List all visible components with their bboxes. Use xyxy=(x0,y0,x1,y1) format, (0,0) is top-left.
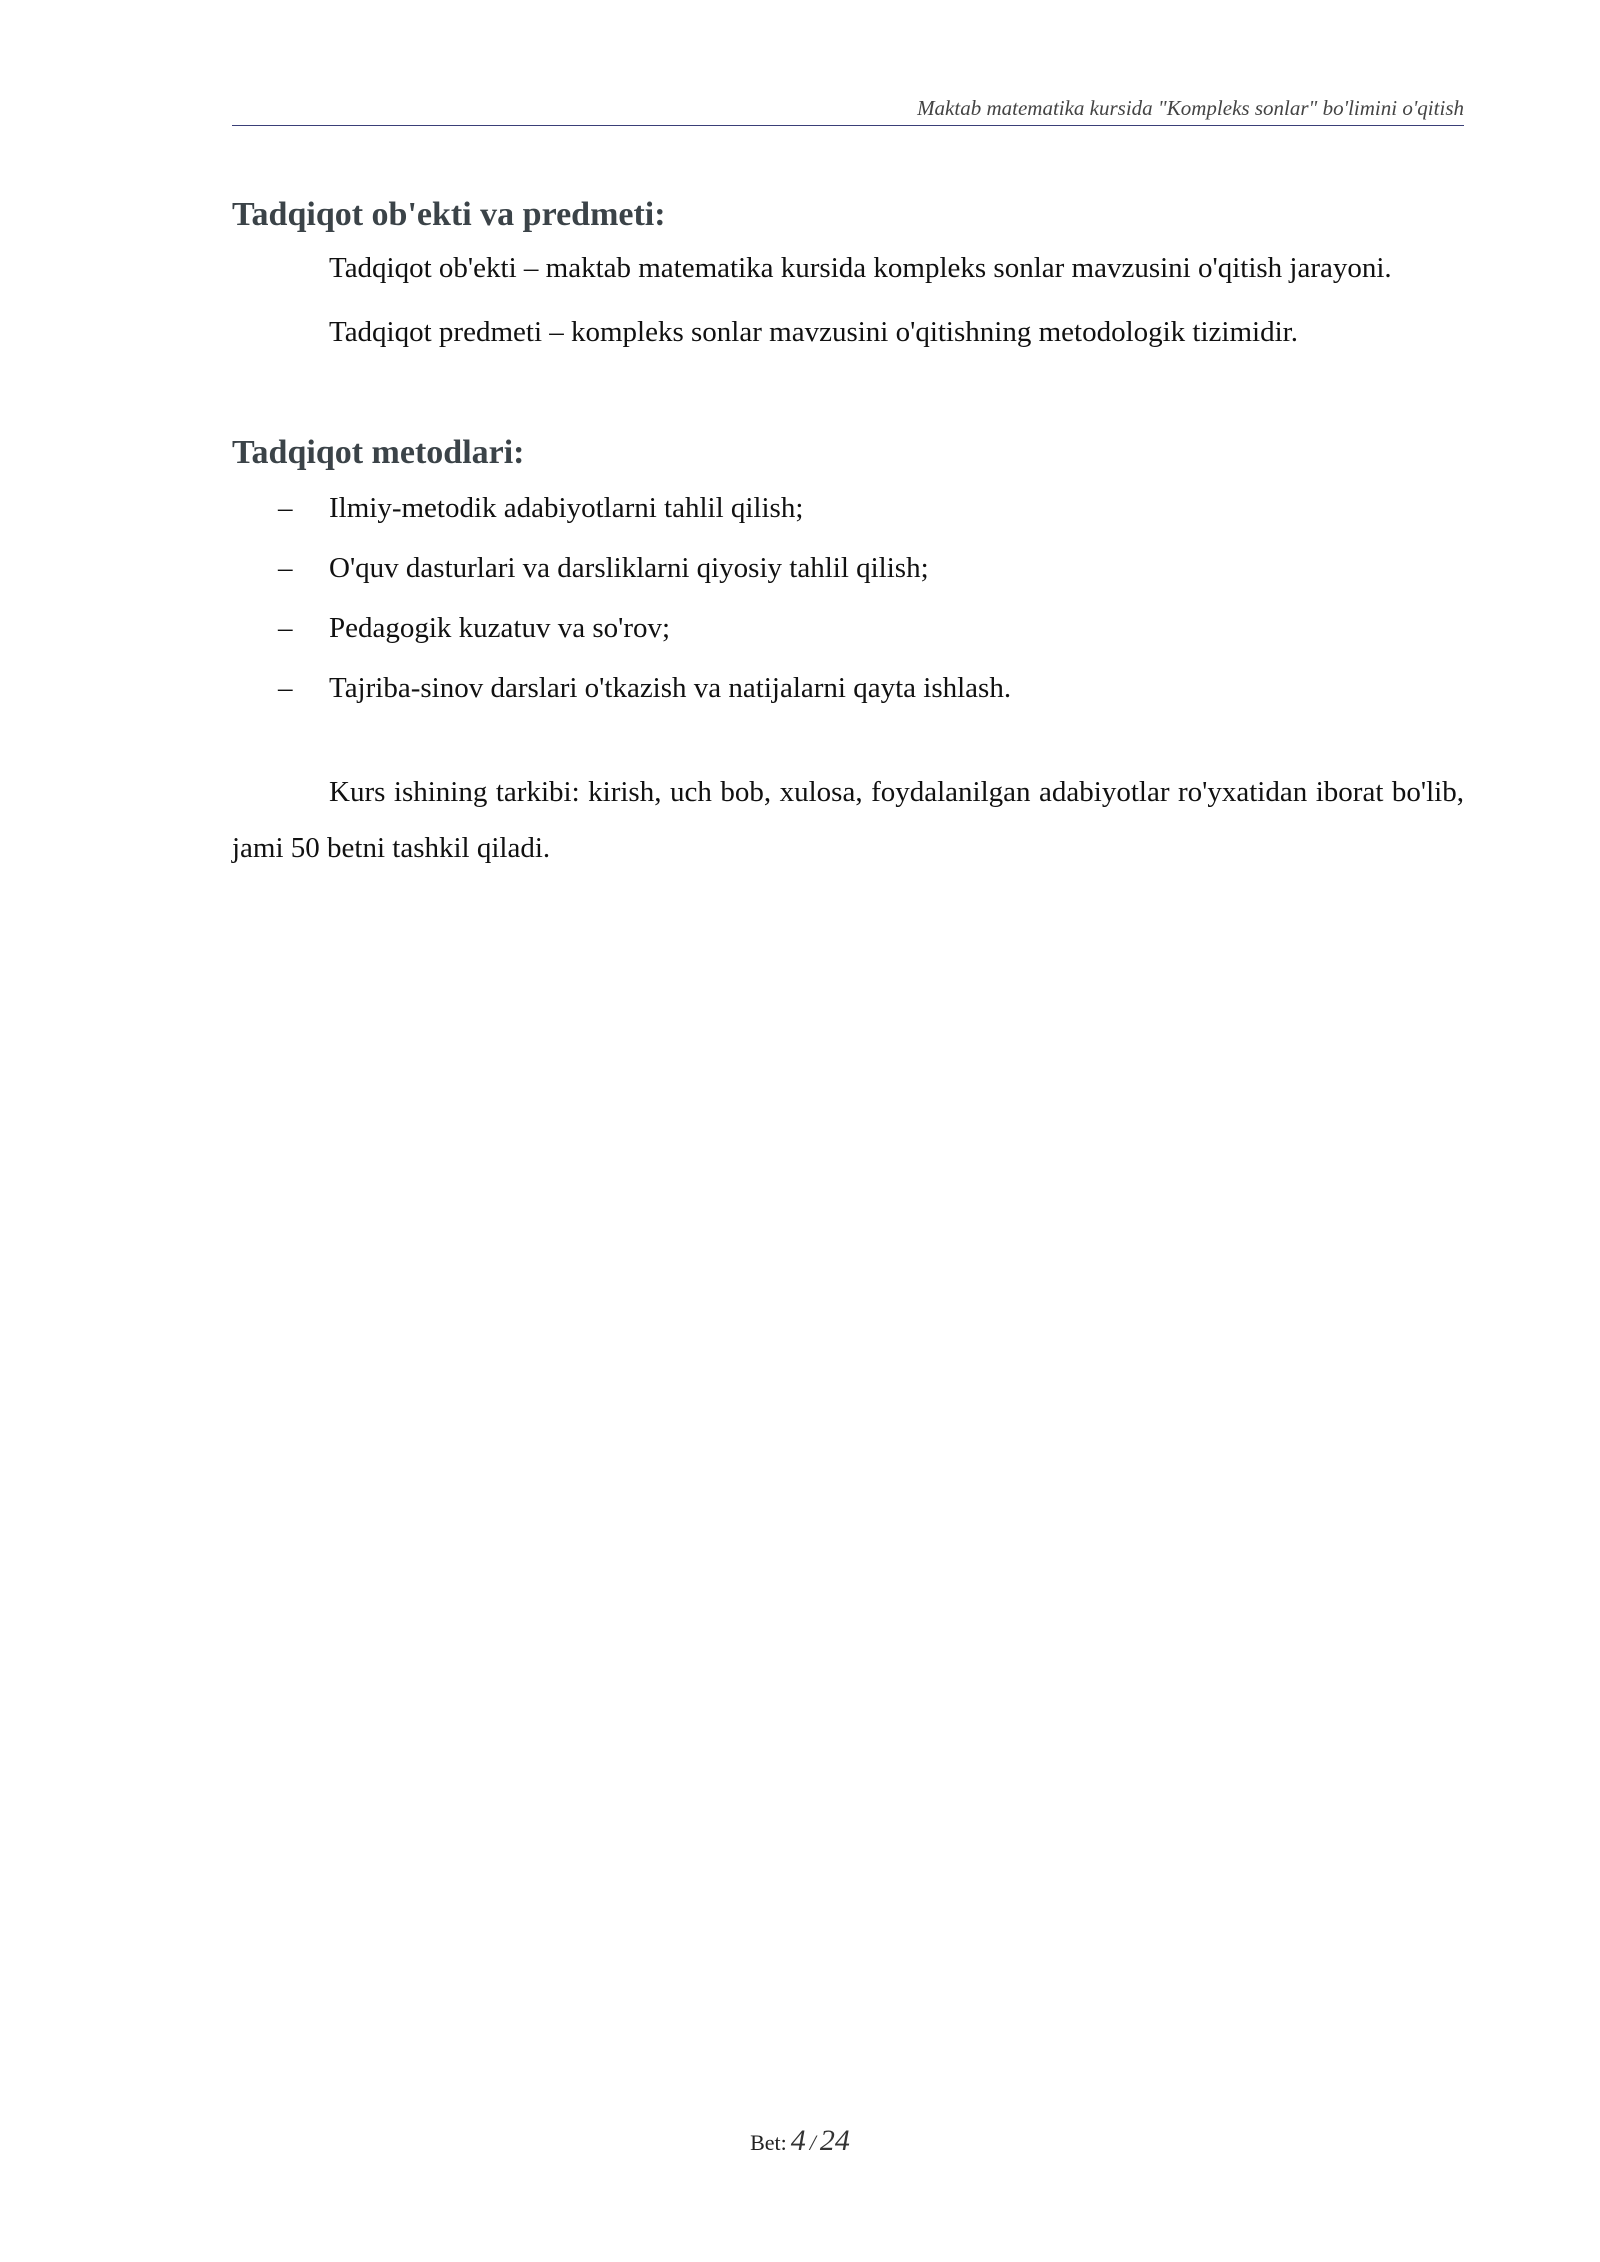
total-pages-number: 24 xyxy=(819,2124,850,2157)
methods-list xyxy=(232,478,1464,718)
current-page-number: 4 xyxy=(790,2124,806,2157)
list-item-text: Tajriba-sinov darslari o'tkazish va natijalarni qayta ishlash. xyxy=(329,672,1012,704)
list-item xyxy=(232,478,1464,538)
paragraph-structure: Kurs ishining tarkibi: kirish, uch bob, xulosa, foydalanilgan adabiyotlar ro'yxatidan iborat bo'lib, jami 50 betni tashkil qiladi. xyxy=(232,776,1464,864)
page-separator: / xyxy=(809,2130,816,2155)
list-item-text: Pedagogik kuzatuv va so'rov; xyxy=(329,612,671,644)
list-item xyxy=(232,658,1464,718)
running-header: Maktab matematika kursida "Kompleks sonlar" bo'limini o'qitish xyxy=(917,96,1464,120)
page-footer xyxy=(0,2124,1600,2158)
list-item xyxy=(232,538,1464,598)
paragraph-object: Tadqiqot ob'ekti – maktab matematika kursida kompleks sonlar mavzusini o'qitish jarayoni. xyxy=(329,252,1392,284)
list-dash: – xyxy=(278,612,293,644)
list-item xyxy=(232,598,1464,658)
page-body xyxy=(232,190,1464,876)
list-dash: – xyxy=(278,552,293,584)
section-heading-methods: Tadqiqot metodlari: xyxy=(232,434,525,471)
list-dash: – xyxy=(278,672,293,704)
page-label: Bet: xyxy=(750,2130,787,2155)
section-heading-object: Tadqiqot ob'ekti va predmeti: xyxy=(232,196,666,233)
list-item-text: O'quv dasturlari va darsliklarni qiyosiy tahlil qilish; xyxy=(329,552,929,584)
header-rule xyxy=(232,125,1464,126)
paragraph-subject: Tadqiqot predmeti – kompleks sonlar mavzusini o'qitishning metodologik tizimidir. xyxy=(329,316,1298,348)
list-item-text: Ilmiy-metodik adabiyotlarni tahlil qilish; xyxy=(329,492,804,524)
list-dash: – xyxy=(278,492,293,524)
